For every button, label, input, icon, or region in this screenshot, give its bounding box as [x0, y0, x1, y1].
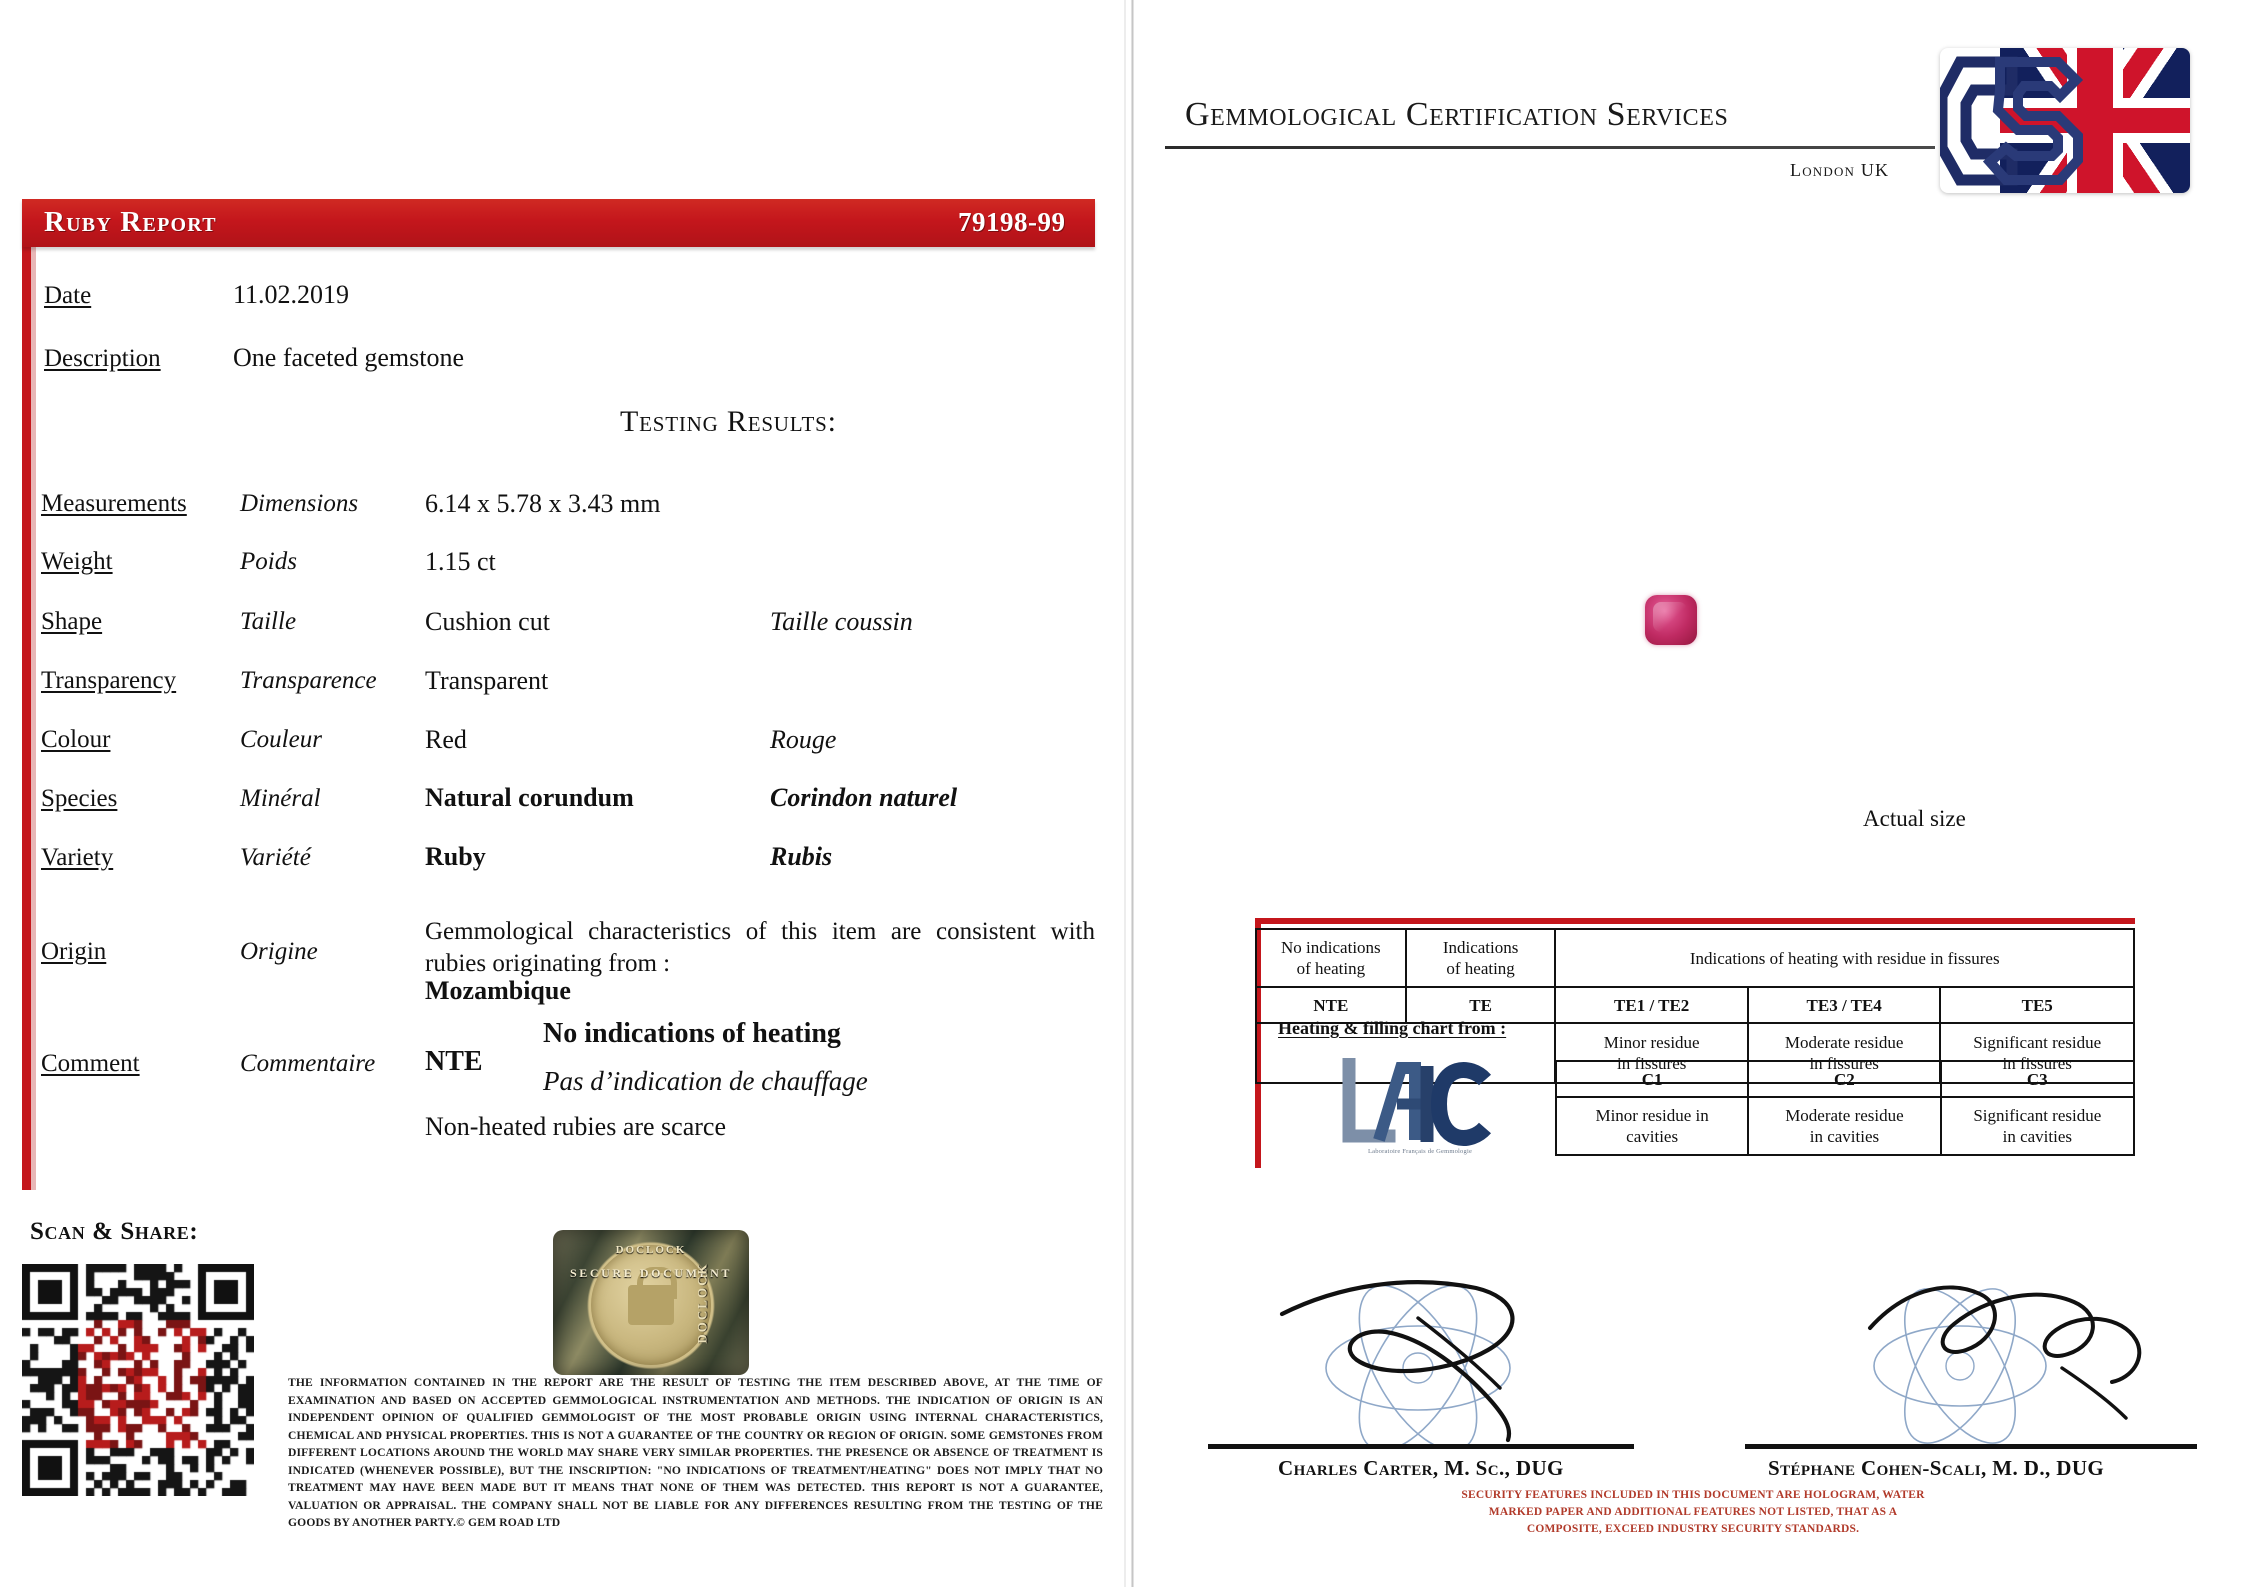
hologram-seal	[553, 1230, 749, 1375]
label-description: Description	[44, 345, 161, 372]
header-rule	[1165, 146, 1935, 149]
scan-share-title: Scan & Share:	[30, 1218, 199, 1245]
label-measurements: Measurements	[41, 490, 187, 517]
cell-line-2: in fissures	[2002, 1054, 2072, 1073]
cell-line-2: in fissures	[1809, 1054, 1879, 1073]
french-label-comment: Commentaire	[240, 1050, 376, 1077]
cell-line-1: Significant residue	[1973, 1033, 2102, 1052]
report-title: Ruby Report	[44, 206, 217, 238]
disclaimer-text: THE INFORMATION CONTAINED IN THE REPORT ARE THE RESULT OF TESTING THE ITEM DESCRIBED ABOVE, AT THE TIME OF EXAMINATION AND BASED ON ACCEPTED GEMMOLOGICAL INSTRUMENTATION AND METHODS. THE INDICATION OF ORIGIN IS AN INDEPENDENT OPINION OF QUALIFIED GEMMOLOGIST OF THE MOST PROBABLE ORIGIN USING INTERNAL CHARACTERISTICS, CHEMICAL AND PHYSICAL PROPERTIES. THIS IS NOT A GUARANTEE OF THE COUNTRY OR REGION OF ORIGIN. SOME GEMSTONES FROM DIFFERENT LOCATIONS AROUND THE WORLD MAY SHARE VERY SIMILAR PROPERTIES. THE PRESENCE OR ABSENCE OF TREATMENT IS INDICATED (WHENEVER POSSIBLE), BUT THE INSCRIPTION: "NO INDICATIONS OF TREATMENT/HEATING" DOES NOT IMPLY THAT NO TREATMENT MAY HAVE BEEN MADE BUT IT MEANS THAT NONE OF THEM WAS DETECTED. THIS REPORT IS NOT A GUARANTEE, VALUATION OR APPRAISAL. THE COMPANY SHALL NOT BE LIABLE FOR ANY DIFFERENCES RESULTING FROM THE TESTING OF THE GOODS BY ANOTHER PARTY.© GEM ROAD LTD	[288, 1376, 1103, 1529]
label-shape: Shape	[41, 608, 103, 635]
cell-line-2: of heating	[1296, 959, 1366, 978]
red-left-border	[22, 200, 31, 1190]
french-label-transparency: Transparence	[240, 667, 377, 694]
french-label-colour: Couleur	[240, 726, 322, 753]
signature-name-1: Charles Carter, M. Sc., DUG	[1278, 1456, 1564, 1480]
french-label-weight: Poids	[240, 548, 297, 575]
comment-note: Non-heated rubies are scarce	[425, 1112, 726, 1141]
value-date: 11.02.2019	[233, 280, 350, 309]
value-colour: Red	[425, 725, 467, 754]
comment-code: NTE	[425, 1046, 483, 1077]
value-variety: Ruby	[425, 842, 486, 871]
cavity-chart-table	[1555, 1060, 2135, 1156]
french-label-variety: Variété	[240, 844, 311, 871]
report-number: 79198-99	[958, 207, 1066, 237]
cell-moderate-cavities	[1748, 1097, 1940, 1155]
cell-line-1: Significant residue	[1973, 1106, 2102, 1125]
cell-line-2: of heating	[1446, 959, 1515, 978]
french-value-variety: Rubis	[770, 842, 833, 871]
gcs-logo	[1940, 48, 2190, 193]
lhc-logo-subtitle: Laboratoire Français de Gemmologie	[1367, 1148, 1473, 1155]
signature-mark-1	[1268, 1258, 1568, 1448]
hologram-arc-text: SECURE DOCUMENT	[569, 1266, 732, 1280]
french-label-measurements: Dimensions	[240, 490, 359, 517]
cell-line-1: Minor residue in	[1595, 1106, 1709, 1125]
hologram-side-text: DOCLOCK	[694, 1261, 710, 1344]
label-comment: Comment	[41, 1050, 140, 1077]
signature-mark-2	[1830, 1258, 2160, 1448]
label-species: Species	[41, 785, 118, 812]
signature-name-2: Stéphane Cohen-Scali, M. D., DUG	[1768, 1456, 2105, 1480]
actual-size-label: Actual size	[1863, 806, 1966, 831]
value-weight: 1.15 ct	[425, 547, 496, 576]
table-row	[1256, 929, 2134, 987]
cell-line-1: Minor residue	[1603, 1033, 1700, 1052]
comment-value: No indications of heating	[543, 1018, 841, 1049]
red-border-shadow	[31, 200, 36, 1190]
french-value-species: Corindon naturel	[770, 783, 958, 812]
label-origin: Origin	[41, 938, 107, 965]
cell-code-te5: TE5	[1940, 987, 2134, 1023]
cell-line-2: cavities	[1626, 1127, 1679, 1146]
gemstone-image	[1645, 595, 1697, 645]
lhc-logo-icon	[1335, 1058, 1500, 1158]
organisation-name: Gemmological Certification Services	[1185, 96, 1729, 133]
security-note: SECURITY FEATURES INCLUDED IN THIS DOCUMENT ARE HOLOGRAM, WATER MARKED PAPER AND ADDITIONAL FEATURES NOT LISTED, THAT AS A COMPOSITE, EXCEED INDUSTRY SECURITY STANDARDS.	[1461, 1489, 1925, 1535]
cell-indications	[1406, 929, 1556, 987]
value-measurements: 6.14 x 5.78 x 3.43 mm	[425, 489, 661, 518]
value-shape: Cushion cut	[425, 607, 550, 636]
table-row	[1556, 1097, 2134, 1155]
french-value-shape: Taille coussin	[770, 607, 913, 636]
cell-line-1: No indications	[1281, 938, 1381, 957]
signature-line-1	[1208, 1444, 1634, 1449]
french-value-colour: Rouge	[770, 725, 837, 754]
value-description: One faceted gemstone	[233, 343, 465, 372]
label-transparency: Transparency	[41, 667, 177, 694]
organisation-city: London UK	[1790, 160, 1890, 180]
cell-fissure-header: Indications of heating with residue in fissures	[1555, 929, 2134, 987]
label-variety: Variety	[41, 844, 114, 871]
qr-code[interactable]	[22, 1264, 254, 1496]
cell-line-1: Indications	[1442, 938, 1519, 957]
cell-code-c3: C3	[1941, 1061, 2134, 1097]
label-colour: Colour	[41, 726, 111, 753]
cell-code-c1: C1	[1556, 1061, 1748, 1097]
padlock-icon	[628, 1285, 674, 1325]
cell-line-1: Moderate residue	[1784, 1033, 1904, 1052]
cell-line-2: in cavities	[1809, 1127, 1880, 1146]
cell-code-te: TE	[1406, 987, 1556, 1023]
cell-code-te12: TE1 / TE2	[1555, 987, 1747, 1023]
table-row	[1556, 1061, 2134, 1097]
french-label-species: Minéral	[240, 785, 321, 812]
left-panel	[0, 0, 1131, 1587]
cell-code-nte: NTE	[1256, 987, 1406, 1023]
value-species: Natural corundum	[425, 783, 634, 812]
cell-line-2: in fissures	[1616, 1054, 1687, 1073]
cell-code-c2: C2	[1748, 1061, 1940, 1097]
gcs-monogram-icon	[1940, 56, 2100, 186]
origin-statement: Gemmological characteristics of this item are consistent with rubies originating from :	[425, 918, 1095, 977]
french-label-origin: Origine	[240, 938, 318, 965]
origin-country: Mozambique	[425, 976, 571, 1005]
value-transparency: Transparent	[425, 666, 549, 695]
chart-source-label: Heating & filling chart from :	[1278, 1018, 1507, 1038]
cell-no-indications	[1256, 929, 1406, 987]
label-weight: Weight	[41, 548, 113, 575]
signature-line-2	[1745, 1444, 2197, 1449]
cell-line-2: in cavities	[2002, 1127, 2072, 1146]
cell-minor-cavities	[1556, 1097, 1748, 1155]
french-label-shape: Taille	[240, 608, 297, 635]
cell-line-1: Moderate residue	[1785, 1106, 1904, 1125]
label-date: Date	[44, 282, 92, 309]
hologram-top-text: DOCLOCK	[615, 1244, 687, 1256]
comment-french-value: Pas d’indication de chauffage	[543, 1066, 868, 1096]
cell-significant-cavities	[1941, 1097, 2134, 1155]
testing-results-heading: Testing Results:	[620, 405, 837, 438]
cell-code-te34: TE3 / TE4	[1748, 987, 1941, 1023]
